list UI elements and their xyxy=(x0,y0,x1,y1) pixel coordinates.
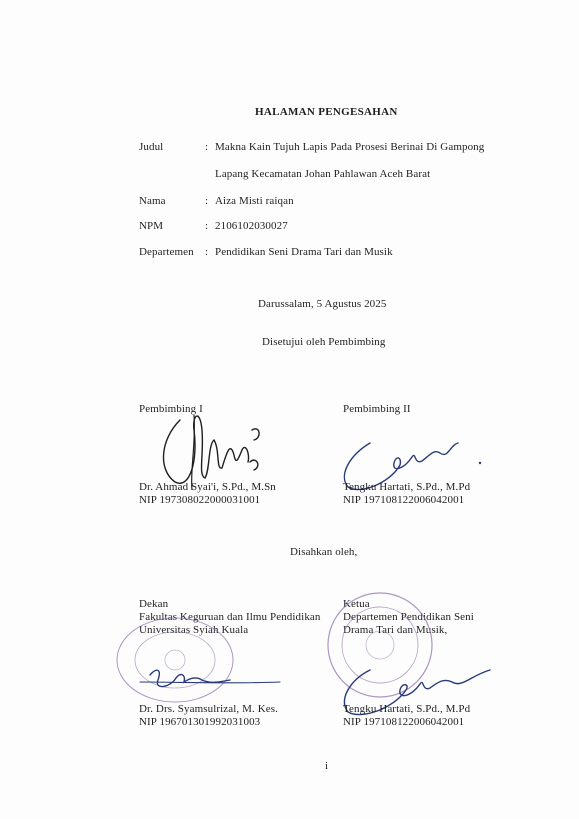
field-value-departemen: Pendidikan Seni Drama Tari dan Musik xyxy=(215,246,393,258)
head-dept-line2: Drama Tari dan Musik, xyxy=(343,624,448,636)
dean-nip: NIP 196701301992031003 xyxy=(139,716,261,728)
dean-signature xyxy=(140,660,280,700)
field-label-nama: Nama xyxy=(139,195,166,207)
dean-role: Dekan xyxy=(139,598,169,610)
field-value-judul-line2: Lapang Kecamatan Johan Pahlawan Aceh Barat xyxy=(215,168,431,180)
head-name: Tengku Hartati, S.Pd., M.Pd xyxy=(343,703,471,715)
field-value-judul-line1: Makna Kain Tujuh Lapis Pada Prosesi Berinai Di Gampong xyxy=(215,141,485,153)
colon: : xyxy=(205,220,209,232)
head-role: Ketua xyxy=(343,598,370,610)
head-dept-line1: Departemen Pendidikan Seni xyxy=(343,611,474,623)
page-number: i xyxy=(325,760,329,772)
page-title: HALAMAN PENGESAHAN xyxy=(255,106,398,118)
place-date: Darussalam, 5 Agustus 2025 xyxy=(258,298,387,310)
field-label-departemen: Departemen xyxy=(139,246,194,258)
advisor2-nip: NIP 197108122006042001 xyxy=(343,494,465,506)
colon: : xyxy=(205,195,209,207)
field-value-npm: 2106102030027 xyxy=(215,220,288,232)
dean-faculty: Fakultas Keguruan dan Ilmu Pendidikan xyxy=(139,611,321,623)
ratified-by: Disahkan oleh, xyxy=(290,546,358,558)
field-label-judul: Judul xyxy=(139,141,164,153)
advisor1-name: Dr. Ahmad Syai'i, S.Pd., M.Sn xyxy=(139,481,276,493)
field-label-npm: NPM xyxy=(139,220,164,232)
advisor1-role: Pembimbing I xyxy=(139,403,203,415)
colon: : xyxy=(205,246,209,258)
advisor1-nip: NIP 197308022000031001 xyxy=(139,494,261,506)
dean-name: Dr. Drs. Syamsulrizal, M. Kes. xyxy=(139,703,278,715)
field-value-nama: Aiza Misti raiqan xyxy=(215,195,294,207)
head-nip: NIP 197108122006042001 xyxy=(343,716,465,728)
approved-by: Disetujui oleh Pembimbing xyxy=(262,336,386,348)
advisor2-name: Tengku Hartati, S.Pd., M.Pd xyxy=(343,481,471,493)
colon: : xyxy=(205,141,209,153)
advisor2-role: Pembimbing II xyxy=(343,403,411,415)
dean-university: Universitas Syiah Kuala xyxy=(139,624,249,636)
